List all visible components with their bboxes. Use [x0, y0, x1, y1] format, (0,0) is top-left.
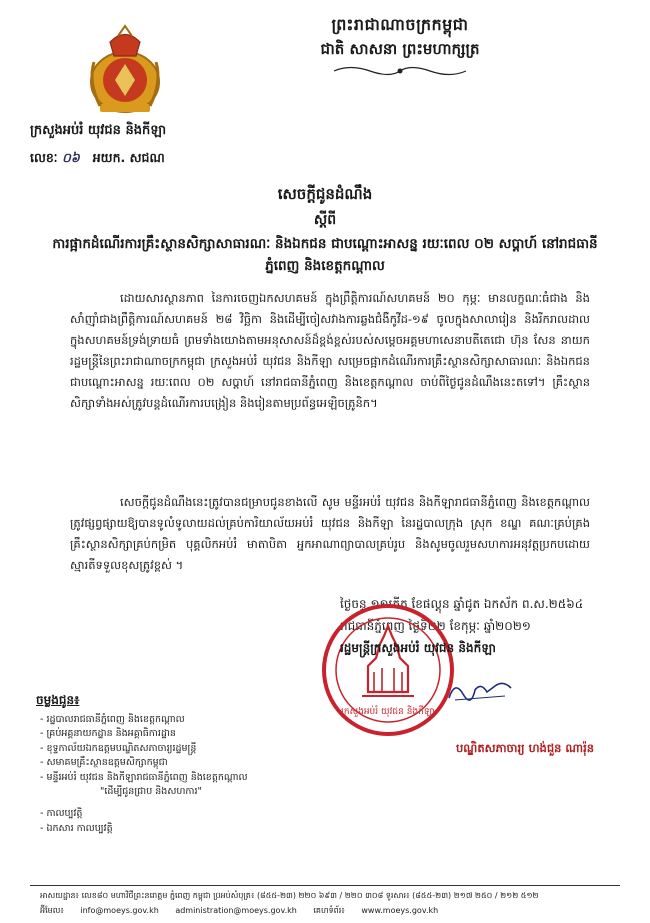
- email-link-administration[interactable]: administration@moeys.gov.kh: [175, 906, 297, 915]
- solar-date: រាជធានីភ្នំពេញ ថ្ងៃទី២២ ខែកុម្ភៈ ឆ្នាំ២០២១: [340, 619, 531, 633]
- lunar-date: ថ្ងៃចន្ទ ១១កើត ខែផល្គុន ឆ្នាំជូត ឯកស័ក ព.ស.២៥៦៤: [340, 597, 584, 611]
- list-item: - គ្រប់អគ្គនាយកដ្ឋាន និងអគ្គាធិការដ្ឋាន: [40, 727, 320, 741]
- signatory-title: រដ្ឋមន្ត្រីក្រសួងអប់រំ យុវជន និងកីឡា: [340, 641, 496, 655]
- recipients-note: "ដើម្បីជូនជ្រាប និងសហការ": [100, 786, 202, 798]
- kingdom-heading: ព្រះរាជាណាចក្រកម្ពុជា: [331, 15, 469, 34]
- notice-subject: ការផ្អាកដំណើរការគ្រឹះស្ថានសិក្សាសាធារណៈ និងឯកជន ជាបណ្តោះអាសន្ន រយៈពេល ០២ សប្តាហ៍ នៅរាជធានីភ្នំពេញ និងខេត្តកណ្តាល: [52, 236, 598, 274]
- recipients-title: ចម្លងជូន៖: [36, 693, 80, 707]
- list-item: - កាលប្បវត្តិ: [40, 807, 320, 821]
- recipients-list: [40, 713, 320, 836]
- list-item: - សមាគមគ្រឹះស្ថានឧត្តមសិក្សាកម្ពុជា: [40, 756, 320, 770]
- signer-name: បណ្ឌិតសភាចារ្យ ហង់ជួន ណារ៉ុន: [456, 741, 595, 755]
- handwritten-signature-icon: [445, 676, 515, 706]
- ornament-divider-icon: [330, 64, 470, 78]
- official-seal-icon: [318, 600, 458, 740]
- email-link-info[interactable]: info@moeys.gov.kh: [80, 906, 159, 915]
- footer-contacts: [40, 905, 620, 917]
- ministry-name: ក្រសួងអប់រំ យុវជន និងកីឡា: [30, 123, 167, 138]
- national-motto: ជាតិ សាសនា ព្រះមហាក្សត្រ: [320, 40, 480, 58]
- reference-label: លេខៈ: [30, 150, 58, 165]
- list-item: - ខុទ្ទកាល័យឯកឧត្តមបណ្ឌិតសភាចារ្យរដ្ឋមន្ត្រី: [40, 742, 320, 756]
- list-item: - ឯកសារ កាលប្បវត្តិ: [40, 822, 320, 836]
- email-label: អ៊ីមែល៖: [40, 906, 64, 915]
- reference-value: ០៦: [61, 150, 80, 165]
- notice-title: សេចក្តីជូនដំណឹង: [277, 185, 373, 203]
- reference-code: អយក. សជណ: [92, 150, 165, 165]
- ministry-emblem-icon: [80, 22, 170, 122]
- body-paragraph-2: សេចក្តីជូនដំណឹងនេះត្រូវបានជម្រាបជូនខាងលើ សូម មន្ទីរអប់រំ យុវជន និងកីឡារាជធានីភ្នំពេញ និងខេត្តកណ្តាល ត្រូវផ្សព្វផ្សាយឱ្យបានទូលំទូលាយដល់គ្រប់ការិយាល័យអប់រំ យុវជន និងកីឡា នៃរដ្ឋបាលក្រុង ស្រុក ខណ្ឌ គណៈគ្រប់គ្រងគ្រឹះស្ថានសិក្សាគ្រប់កម្រិត បុគ្គលិកអប់រំ មាតាបិតា អ្នកអាណាព្យាបាលគ្រប់រូប និងសូមចូលរួមសហការអនុវត្តប្រកបដោយស្មារតីទទួលខុសត្រូវខ្ពស់ ។: [70, 495, 590, 572]
- reference-number: [30, 150, 165, 169]
- list-item: - មន្ទីរអប់រំ យុវជន និងកីឡារាជធានីភ្នំពេញ និងខេត្តកណ្តាល: [40, 771, 320, 785]
- footer-address: អាសយដ្ឋាន៖ លេខ៨០ មហាវិថីព្រះនរោត្តម ភ្នំពេញ កម្ពុជា ប្រអប់សំបុត្រ៖ (៨៥៥-២៣) ២២០ ៦៩៣ / ២២០ ៣០៨ ទូរសារ៖ (៨៥៥-២៣) ២១៧ ២៥០ / ២១២ ៥១២: [40, 891, 539, 900]
- body-paragraph-1: ដោយសារស្ថានភាព នៃការចេញឯកសហគមន៍ ក្នុងព្រឹត្តិការណ៍សហគមន៍ ២០ កុម្ភៈ មានលក្ខណៈធំជាង និងសាំញ៉ាំជាងព្រឹត្តិការណ៍សហគមន៍ ២៨ វិច្ឆិកា និងដើម្បីចៀសវាងការឆ្លងជំងឺកូវីដ-១៩ ចូលក្នុងសាលារៀន និងរីករាលដាលក្នុងសហគមន៍ទ្រង់ទ្រាយធំ ព្រមទាំងយោងតាមអនុសាសន៍ដ៏ខ្ពង់ខ្ពស់របស់សម្តេចអគ្គមហាសេនាបតីតេជោ ហ៊ុន សែន នាយករដ្ឋមន្ត្រីនៃព្រះរាជាណាចក្រកម្ពុជា ក្រសួងអប់រំ យុវជន និងកីឡា សម្រេចផ្អាកដំណើរការគ្រឹះស្ថានសិក្សាសាធារណៈ និងឯកជន ជាបណ្តោះអាសន្ន រយៈពេល ០២ សប្តាហ៍ នៅរាជធានីភ្នំពេញ និងខេត្តកណ្តាល ចាប់ពីថ្ងៃជូនដំណឹងនេះតទៅ។ គ្រឹះស្ថានសិក្សាទាំងអស់ត្រូវបន្តដំណើរការបង្រៀន និងរៀនតាមប្រព័ន្ធអេឡិចត្រូនិក។: [70, 291, 590, 410]
- website-label: គេហទំព័រ៖: [313, 906, 345, 915]
- seal-text: ក្រសួងអប់រំ យុវជន និងកីឡា: [341, 707, 435, 717]
- notice-subject-label: ស្តីពី: [313, 212, 337, 228]
- website-link[interactable]: www.moeys.gov.kh: [361, 906, 439, 915]
- list-item: - រដ្ឋបាលរាជធានីភ្នំពេញ និងខេត្តកណ្តាល: [40, 713, 320, 727]
- footer-divider: [30, 885, 620, 886]
